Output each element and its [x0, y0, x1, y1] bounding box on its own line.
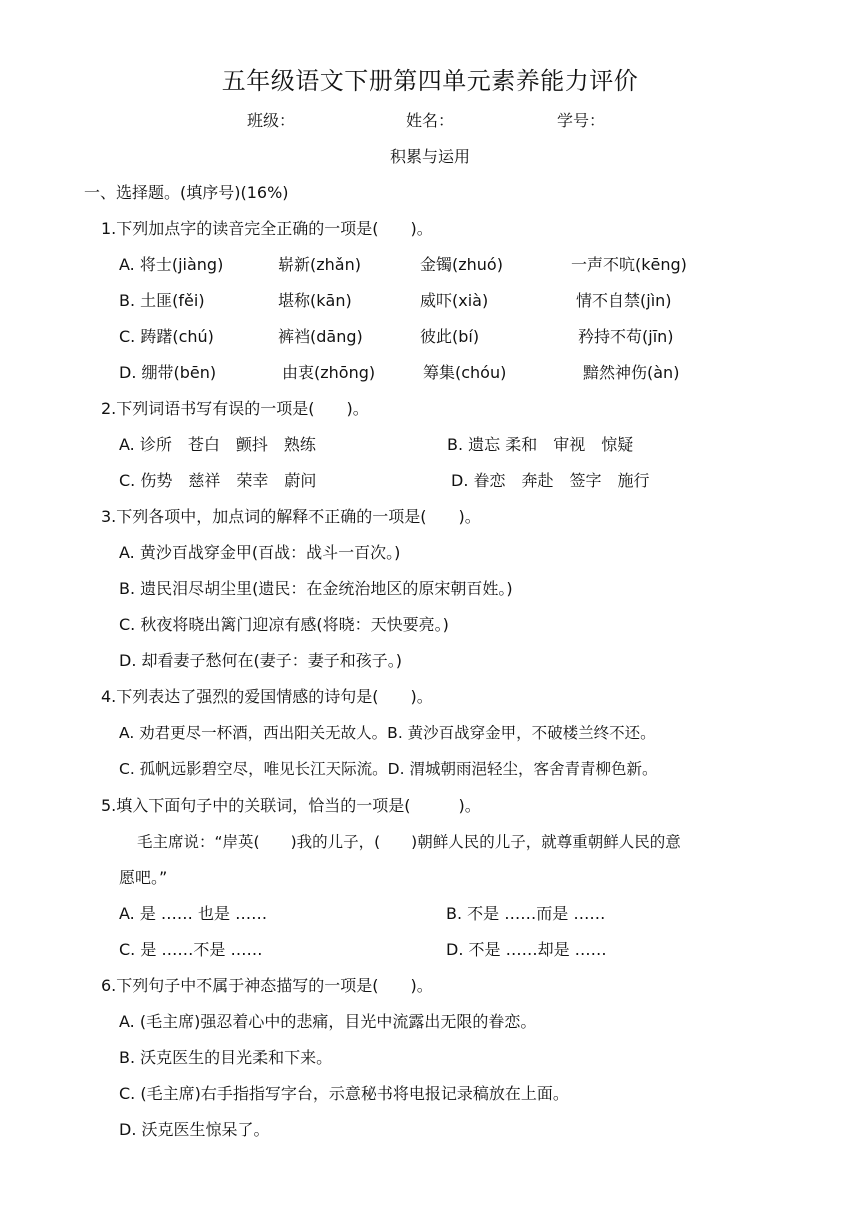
- q5-option-b: B. 不是 ……而是 ……: [446, 904, 606, 923]
- q1-c-2: 裤裆(dāng): [278, 327, 363, 346]
- q5-option-c: C. 是 ……不是 ……: [119, 940, 263, 959]
- q5-quote-line-2: 愿吧。”: [119, 868, 168, 887]
- student-id-label: 学号：: [557, 111, 606, 130]
- name-label: 姓名：: [406, 111, 455, 130]
- q2-option-d: D. 眷恋 奔赴 签字 施行: [451, 471, 650, 490]
- q3-option-a: A. 黄沙百战穿金甲(百战：战斗一百次。): [119, 543, 401, 562]
- q4-options-row-2: C. 孤帆远影碧空尽，唯见长江天际流。D. 渭城朝雨浥轻尘，客舍青青柳色新。: [119, 760, 658, 778]
- q6-option-c: C. (毛主席)右手指指写字台，示意秘书将电报记录稿放在上面。: [119, 1084, 569, 1103]
- q1-a-2: 崭新(zhǎn): [278, 255, 361, 274]
- q5-option-d: D. 不是 ……却是 ……: [446, 940, 607, 959]
- q4-options-row-1: A. 劝君更尽一杯酒，西出阳关无故人。B. 黄沙百战穿金甲，不破楼兰终不还。: [119, 724, 656, 742]
- q1-b-3: 威吓(xià): [420, 291, 489, 310]
- q1-d-1: D. 绷带(bēn): [119, 363, 217, 382]
- question-1-stem: 1.下列加点字的读音完全正确的一项是( )。: [101, 219, 433, 238]
- q1-c-4: 矜持不苟(jīn): [578, 327, 674, 346]
- question-3-stem: 3.下列各项中，加点词的解释不正确的一项是( )。: [101, 507, 481, 526]
- question-4-stem: 4.下列表达了强烈的爱国情感的诗句是( )。: [101, 687, 433, 706]
- question-2-stem: 2.下列词语书写有误的一项是( )。: [101, 399, 369, 418]
- q1-a-3: 金镯(zhuó): [420, 255, 503, 274]
- q1-a-1: A. 将士(jiàng): [119, 255, 224, 274]
- q1-c-3: 彼此(bí): [420, 327, 480, 346]
- q1-d-4: 黯然神伤(àn): [583, 363, 680, 382]
- q1-b-2: 堪称(kān): [278, 291, 352, 310]
- q5-option-a: A. 是 …… 也是 ……: [119, 904, 268, 923]
- section-heading: 积累与运用: [389, 147, 470, 166]
- page-title: 五年级语文下册第四单元素养能力评价: [221, 67, 639, 95]
- q1-b-1: B. 土匪(fěi): [119, 291, 205, 310]
- class-label: 班级：: [247, 111, 296, 130]
- q6-option-a: A. (毛主席)强忍着心中的悲痛，目光中流露出无限的眷恋。: [119, 1012, 537, 1031]
- q2-option-c: C. 伤势 慈祥 荣幸 蔚问: [119, 471, 317, 490]
- q5-quote-line-1: 毛主席说：“岸英( )我的儿子，( )朝鲜人民的儿子，就尊重朝鲜人民的意: [137, 833, 681, 851]
- q1-b-4: 情不自禁(jìn): [576, 291, 672, 310]
- q6-option-b: B. 沃克医生的目光柔和下来。: [119, 1048, 333, 1067]
- q3-option-b: B. 遗民泪尽胡尘里(遗民：在金统治地区的原宋朝百姓。): [119, 579, 513, 598]
- q2-option-b: B. 遗忘 柔和 审视 惊疑: [447, 435, 634, 454]
- q1-d-2: 由衷(zhōng): [282, 363, 376, 382]
- question-6-stem: 6.下列句子中不属于神态描写的一项是( )。: [101, 976, 433, 995]
- q2-option-a: A. 诊所 苍白 颤抖 熟练: [119, 435, 316, 454]
- q1-d-3: 筹集(chóu): [423, 363, 507, 382]
- q6-option-d: D. 沃克医生惊呆了。: [119, 1120, 270, 1139]
- q1-c-1: C. 踌躇(chú): [119, 327, 214, 346]
- part-heading: 一、选择题。(填序号)(16%): [84, 183, 289, 202]
- q3-option-d: D. 却看妻子愁何在(妻子：妻子和孩子。): [119, 651, 402, 670]
- question-5-stem: 5.填入下面句子中的关联词，恰当的一项是( )。: [101, 796, 481, 815]
- q1-a-4: 一声不吭(kēng): [571, 255, 687, 274]
- q3-option-c: C. 秋夜将晓出篱门迎凉有感(将晓：天快要亮。): [119, 615, 449, 634]
